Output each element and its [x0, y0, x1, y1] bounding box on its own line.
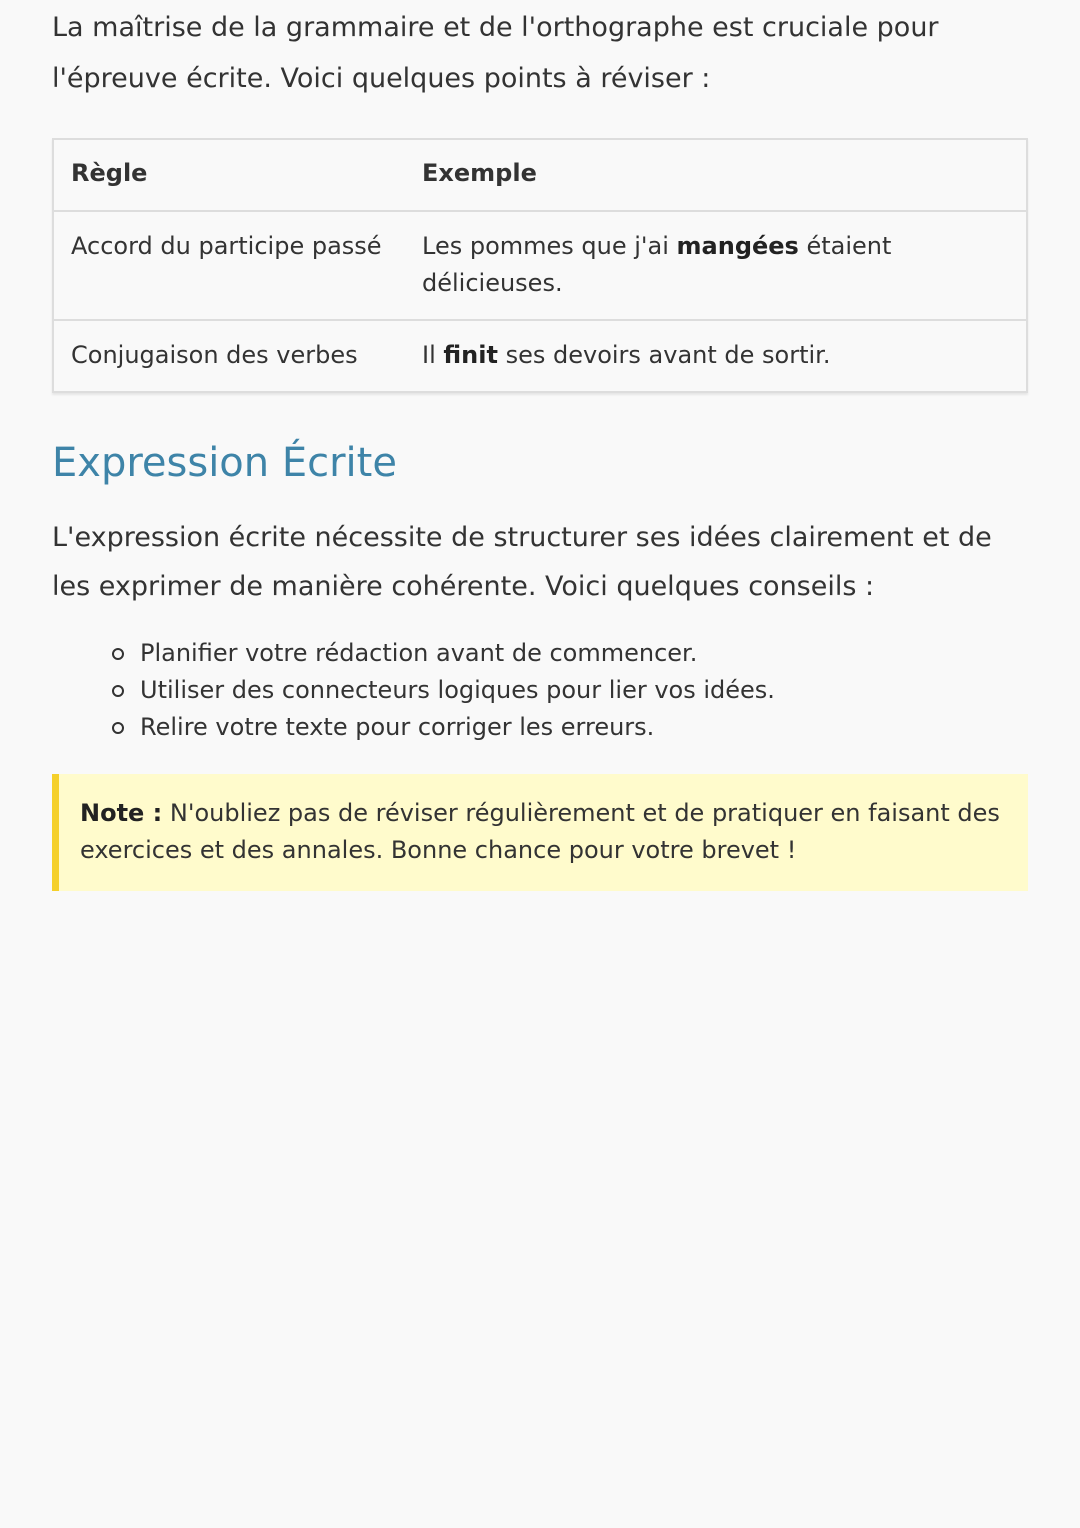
intro-paragraph: La maîtrise de la grammaire et de l'orthographe est cruciale pour l'épreuve écrite. Voici quelques points à réviser : [52, 12, 939, 94]
circle-bullet-icon [112, 648, 124, 660]
tips-list [52, 635, 1028, 746]
circle-bullet-icon [112, 685, 124, 697]
rule-cell: Accord du participe passé [53, 211, 405, 320]
example-text: étaient délicieuses. [422, 232, 892, 297]
section-paragraph: L'expression écrite nécessite de structurer ses idées clairement et de les exprimer de manière cohérente. Voici quelques conseils : [52, 522, 992, 602]
table-row [53, 211, 1027, 320]
note-label: Note : [80, 799, 163, 827]
list-item-text: Utiliser des connecteurs logiques pour lier vos idées. [140, 676, 775, 704]
example-cell [405, 320, 1027, 392]
table-header-rule: Règle [53, 139, 405, 211]
note-text: N'oubliez pas de réviser régulièrement et de pratiquer en faisant des exercices et des annales. Bonne chance pour votre brevet ! [80, 799, 1000, 864]
example-text: Les pommes que j'ai [422, 232, 677, 260]
rule-cell: Conjugaison des verbes [53, 320, 405, 392]
list-item [140, 672, 1028, 709]
table-header-row [53, 139, 1027, 211]
note-callout [52, 774, 1028, 891]
grammar-rules-table [52, 138, 1028, 393]
example-highlight: mangées [676, 232, 799, 260]
circle-bullet-icon [112, 722, 124, 734]
example-highlight: finit [443, 341, 498, 369]
list-item-text: Planifier votre rédaction avant de commencer. [140, 639, 698, 667]
example-text: Il [422, 341, 444, 369]
table-header-example: Exemple [405, 139, 1027, 211]
list-item [140, 635, 1028, 672]
example-cell [405, 211, 1027, 320]
list-item-text: Relire votre texte pour corriger les erreurs. [140, 713, 655, 741]
list-item [140, 709, 1028, 746]
table-row [53, 320, 1027, 392]
example-text: ses devoirs avant de sortir. [497, 341, 831, 369]
section-heading: Expression Écrite [52, 440, 397, 486]
